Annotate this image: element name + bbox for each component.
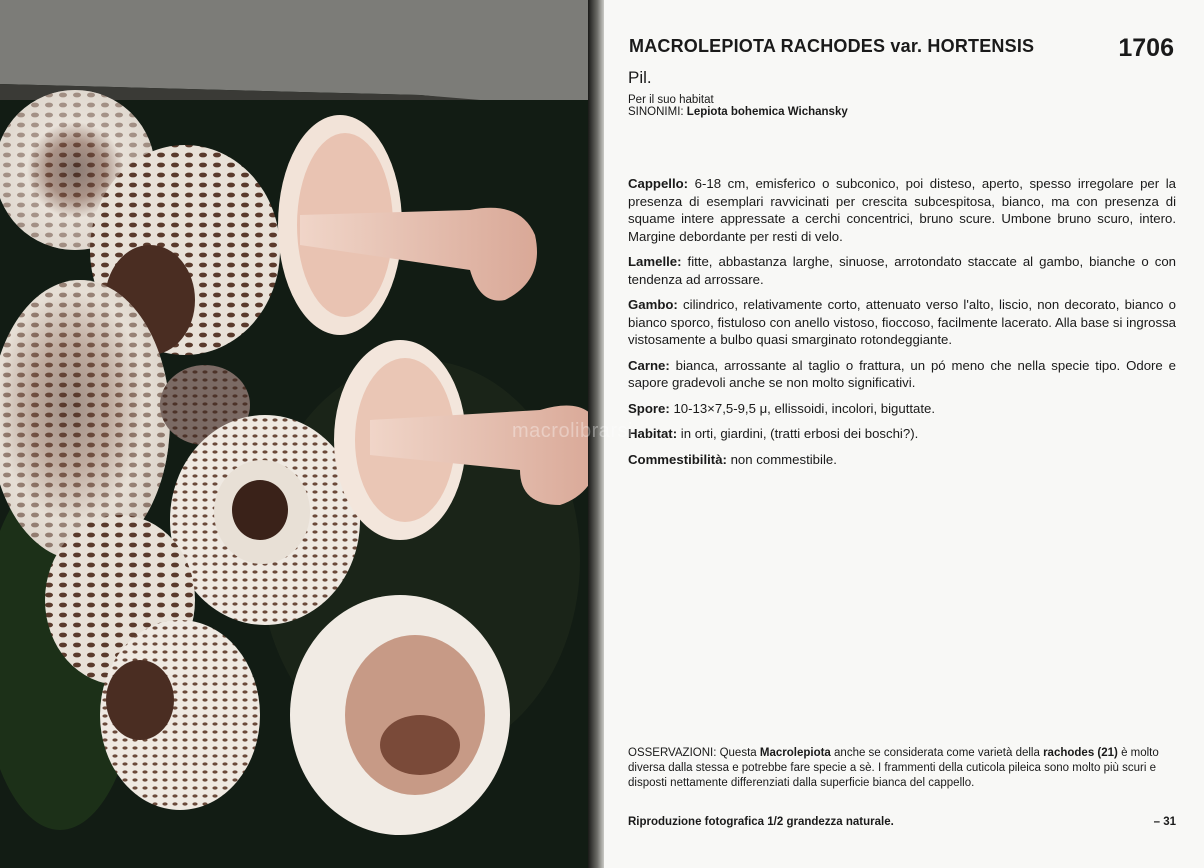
- description-heading: Carne:: [628, 357, 670, 373]
- observations-label: OSSERVAZIONI: Questa: [628, 747, 757, 759]
- description-paragraph: [628, 175, 1176, 245]
- description-heading: Spore:: [628, 400, 670, 416]
- description-paragraph: [628, 400, 1176, 418]
- species-number: 1706: [1118, 34, 1174, 62]
- photo-caption: Riproduzione fotografica 1/2 grandezza naturale.: [628, 816, 894, 828]
- description-paragraph: [628, 296, 1176, 349]
- description-text: cilindrico, relativamente corto, attenuato verso l'alto, liscio, non decorato, bianco o bianco sporco, fistuloso con anello vistoso, fioccoso, facilmente lacerato. Alla base si ingrossa vistosamente a bulbo quasi smarginato rotondeggiante.: [628, 297, 1176, 347]
- synonyms-label: SINONIMI:: [628, 106, 684, 118]
- watermark: macrolibrarsi: [512, 420, 633, 442]
- mushroom-photo: [0, 0, 600, 868]
- description-text: in orti, giardini, (tratti erbosi dei boschi?).: [680, 426, 919, 441]
- observations-rest: è molto diversa dalla stessa e potrebbe fare specie a sè. I frammenti della cuticola pileica sono molto più scuri e disposti nettamente differenziati dalla superficie bianca del cappello.: [628, 747, 1159, 789]
- description-heading: Habitat:: [628, 426, 678, 441]
- description-text: 6-18 cm, emisferico o subconico, poi disteso, aperto, spesso irregolare per la presenza di esemplari ravvicinati per crescita subcespitosa, bianco, ma con presenza di squame intere appressate a cerchi concentrici, bruno scure. Umbone bruno scuro, intero. Margine debordante per resti di velo.: [628, 176, 1176, 244]
- mushroom-illustration: [0, 0, 600, 868]
- description-text: bianca, arrossante al taglio o frattura, un pó meno che nella specie tipo. Odore e sapore gradevoli anche se non molto significativi.: [628, 357, 1176, 390]
- species-title: MACROLEPIOTA RACHODES var. HORTENSIS: [629, 36, 1035, 56]
- page-number: – 31: [1153, 816, 1176, 828]
- observations-genus: Macrolepiota: [759, 747, 831, 759]
- description-heading: Cappello:: [628, 176, 689, 191]
- description-section: [628, 175, 1176, 476]
- page-footer: [628, 816, 1176, 828]
- observations-note: [628, 746, 1178, 791]
- observations-middle: anche se considerata come varietà della: [834, 747, 1040, 759]
- name-origin-note: Per il suo habitat: [628, 94, 714, 106]
- description-heading: Lamelle:: [628, 254, 682, 269]
- synonyms-value: Lepiota bohemica Wichansky: [686, 106, 848, 118]
- description-paragraph: [628, 425, 1176, 443]
- description-text: 10-13×7,5-9,5 μ, ellissoidi, incolori, biguttate.: [673, 400, 936, 416]
- description-heading: Commestibilità:: [628, 451, 727, 467]
- description-paragraph: [628, 253, 1176, 288]
- description-paragraph: [628, 357, 1176, 392]
- description-text: non commestibile.: [730, 451, 837, 467]
- species-author: Pil.: [628, 68, 652, 87]
- description-paragraph: [628, 451, 1176, 469]
- description-page: [604, 0, 1204, 868]
- observations-species-ref: rachodes (21): [1043, 747, 1118, 759]
- synonyms-line: [628, 106, 848, 118]
- description-heading: Gambo:: [628, 297, 678, 312]
- description-text: fitte, abbastanza larghe, sinuose, arrotondato staccate al gambo, bianche o con tendenza ad arrossare.: [628, 254, 1176, 287]
